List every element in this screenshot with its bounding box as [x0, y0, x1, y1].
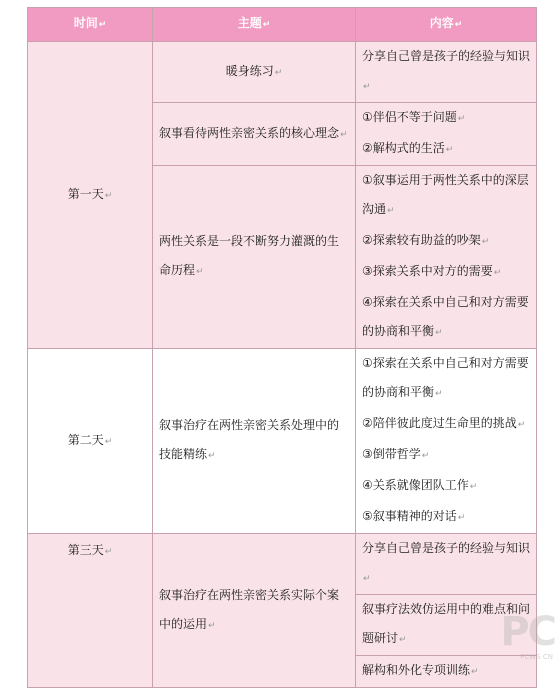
content-cell: ①叙事运用于两性关系中的深层沟通↵ ②探索较有助益的吵架↵ ③探索关系中对方的需要↵ ④探索在关系中自己和对方需要的协商和平衡↵ [356, 166, 537, 349]
theme-cell: 叙事治疗在两性亲密关系实际个案中的运用↵ [153, 534, 356, 688]
header-theme: 主题↵ [153, 8, 356, 42]
content-cell: 分享自己曾是孩子的经验与知识↵ [356, 42, 537, 103]
table-row [28, 42, 537, 103]
theme-cell: 暖身练习↵ [153, 42, 356, 103]
table-row [28, 534, 537, 595]
day-cell-1: 第一天↵ [28, 42, 153, 349]
watermark-sub: PCWS CN [520, 653, 553, 661]
header-time: 时间↵ [28, 8, 153, 42]
content-cell: ①伴侣不等于问题↵ ②解构式的生活↵ [356, 103, 537, 166]
header-row [28, 8, 537, 42]
content-cell: 叙事疗法效仿运用中的难点和问题研讨↵ [356, 595, 537, 656]
content-cell: ①探索在关系中自己和对方需要的协商和平衡↵ ②陪伴彼此度过生命里的挑战↵ ③倒带哲学↵ ④关系就像团队工作↵ ⑤叙事精神的对话↵ [356, 349, 537, 534]
theme-cell: 叙事看待两性亲密关系的核心理念↵ [153, 103, 356, 166]
theme-cell: 叙事治疗在两性亲密关系处理中的技能精练↵ [153, 349, 356, 534]
watermark-logo: PC [500, 609, 555, 655]
day-cell-3: 第三天↵ [28, 534, 153, 688]
header-content: 内容↵ [356, 8, 537, 42]
content-cell: 解构和外化专项训练↵ [356, 656, 537, 688]
schedule-table [27, 7, 537, 688]
content-cell: 分享自己曾是孩子的经验与知识↵ [356, 534, 537, 595]
day-cell-2: 第二天↵ [28, 349, 153, 534]
table-row [28, 349, 537, 534]
theme-cell: 两性关系是一段不断努力灌溉的生命历程↵ [153, 166, 356, 349]
